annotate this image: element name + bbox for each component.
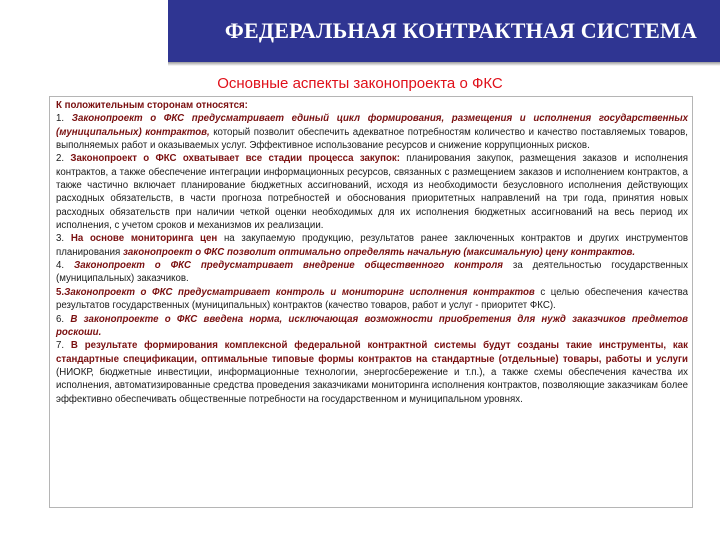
item-text: за деятельностью государственных (муниципальных) заказчиков.	[56, 260, 688, 285]
intro-line	[56, 99, 688, 112]
header-shadow	[168, 62, 720, 66]
item-bold-text: В законопроекте о ФКС введена норма, исключающая возможности приобретения для нужд заказчиков предметов роскоши.	[56, 313, 688, 338]
list-item	[56, 259, 688, 286]
item-bold-text-2: законопроект о ФКС позволит оптимально определять начальную (максимальную) цену контрактов.	[122, 246, 636, 258]
intro-text: К положительным сторонам относятся:	[56, 100, 248, 111]
list-item	[56, 313, 688, 340]
item-text: который позволит обеспечить адекватное потребностям количество и качество поставляемых товаров, выполняемых работ и оказываемых услуг. Эффективное использование ресурсов и снижение коррупционных рисков.	[56, 126, 688, 152]
item-text: на закупаемую продукцию, результатов ранее заключенных контрактов и других инструментов планирования	[56, 233, 688, 258]
list-item	[56, 112, 688, 152]
item-bold-text: Законопроект о ФКС предусматривает внедрение общественного контроля	[74, 260, 504, 272]
item-text: (НИОКР, бюджетные инвестиции, информационные технологии, энергосбережение и т.п.), а также схемы обеспечения качества их исполнения, автоматизированные средства проведения заказчиками мониторинга исполнения контрактов, позволяющие заказчикам более эффективно обеспечивать общественные потребности на государственном и муниципальном уровнях.	[56, 366, 688, 405]
header-bar	[168, 0, 720, 62]
list-item	[56, 286, 688, 313]
item-bold-text: Законопроект о ФКС охватывает все стадии процесса закупок:	[70, 153, 400, 165]
item-number: 4.	[56, 260, 65, 272]
item-number: 1.	[56, 113, 65, 125]
item-number: 7.	[56, 340, 65, 352]
content-text	[56, 99, 688, 406]
item-bold-text: Законопроект о ФКС предусматривает единый цикл формирования, размещения и исполнения государственных (муниципальных) контрактов,	[56, 113, 688, 138]
item-text: планирования закупок, размещения заказов и исполнения контрактов, а также обеспечение интеграции информационных ресурсов, связанных с размещением заказов и исполнением контрактов, а также частично включает планирование бюджетных ассигнований, исходя из необходимости безусловного исполнения действующих расходных обязательств, в части прогноза потребностей и обоснования приоритетных направлений на три года, принятия новых расходных обязательств при наличии четкой оценки необходимых для их исполнения бюджетных ассигнований на весь период их исполнения, с учетом сроков и механизмов их реализации.	[56, 153, 688, 232]
item-number: 5.	[56, 286, 65, 298]
item-bold-text: В результате формирования комплексной федеральной контрактной системы будут созданы такие инструменты, как стандартные спецификации, оптимальные типовые формы контрактов на стандартные (отдельные) товары, работы и услуги	[56, 340, 688, 365]
item-text: с целью обеспечения качества результатов государственных (муниципальных) контрактов (качество товаров, работ и услуг - приоритет ФКС).	[56, 286, 688, 312]
item-number: 3.	[56, 233, 65, 245]
list-item	[56, 232, 688, 259]
list-item	[56, 339, 688, 406]
item-number: 6.	[56, 313, 65, 325]
item-bold-text: На основе мониторинга цен	[70, 233, 218, 245]
slide-subtitle: Основные аспекты законопроекта о ФКС	[217, 75, 503, 92]
item-number: 2.	[56, 153, 65, 165]
list-item	[56, 152, 688, 232]
item-bold-text: Законопроект о ФКС предусматривает контроль и мониторинг исполнения контрактов	[64, 286, 535, 298]
page-title: ФЕДЕРАЛЬНАЯ КОНТРАКТНАЯ СИСТЕМА	[224, 18, 698, 43]
